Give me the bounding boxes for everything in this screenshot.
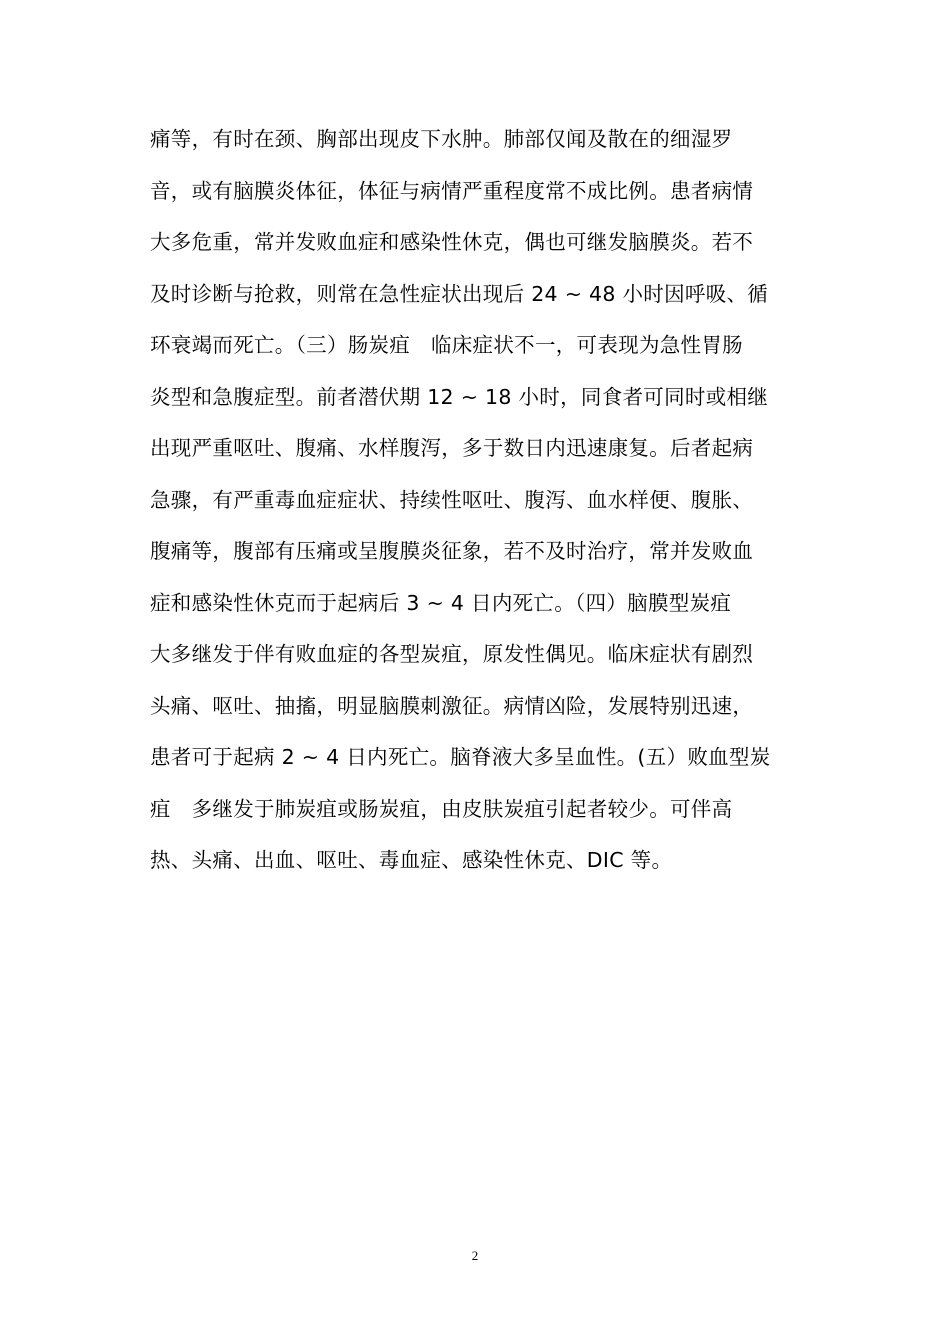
body-text xyxy=(150,118,810,891)
text-line: 热、头痛、出血、呕吐、毒血症、感染性休克、DIC 等。 xyxy=(150,848,673,872)
text-line: 出现严重呕吐、腹痛、水样腹泻，多于数日内迅速康复。后者起病 xyxy=(150,436,754,460)
text-line: 大多继发于伴有败血症的各型炭疽，原发性偶见。临床症状有剧烈 xyxy=(150,642,754,666)
text-line: 炎型和急腹症型。前者潜伏期 12 ~ 18 小时，同食者可同时或相继 xyxy=(150,384,769,409)
text-line: 患者可于起病 2 ~ 4 日内死亡。脑脊液大多呈血性。(五）败血型炭 xyxy=(150,745,771,769)
text-line: 痛等，有时在颈、胸部出现皮下水肿。肺部仅闻及散在的细湿罗 xyxy=(150,127,733,151)
text-line: 疽 多继发于肺炭疽或肠炭疽，由皮肤炭疽引起者较少。可伴高 xyxy=(150,796,733,821)
text-line: 环衰竭而死亡。（三）肠炭疽 临床症状不一，可表现为急性胃肠 xyxy=(150,333,743,357)
page-number: 2 xyxy=(471,1248,479,1263)
text-line: 大多危重，常并发败血症和感染性休克，偶也可继发脑膜炎。若不 xyxy=(150,230,754,254)
text-line: 音，或有脑膜炎体征，体征与病情严重程度常不成比例。患者病情 xyxy=(150,178,754,203)
text-line: 急骤，有严重毒血症症状、持续性呕吐、腹泻、血水样便、腹胀、 xyxy=(150,487,754,512)
text-line: 及时诊断与抢救，则常在急性症状出现后 24 ~ 48 小时因呼吸、循 xyxy=(150,281,769,306)
text-line: 症和感染性休克而于起病后 3 ~ 4 日内死亡。（四）脑膜型炭疽 xyxy=(150,590,732,615)
text-line: 头痛、呕吐、抽搐，明显脑膜刺激征。病情凶险，发展特别迅速， xyxy=(150,693,754,718)
text-line: 腹痛等，腹部有压痛或呈腹膜炎征象，若不及时治疗，常并发败血 xyxy=(150,539,754,563)
